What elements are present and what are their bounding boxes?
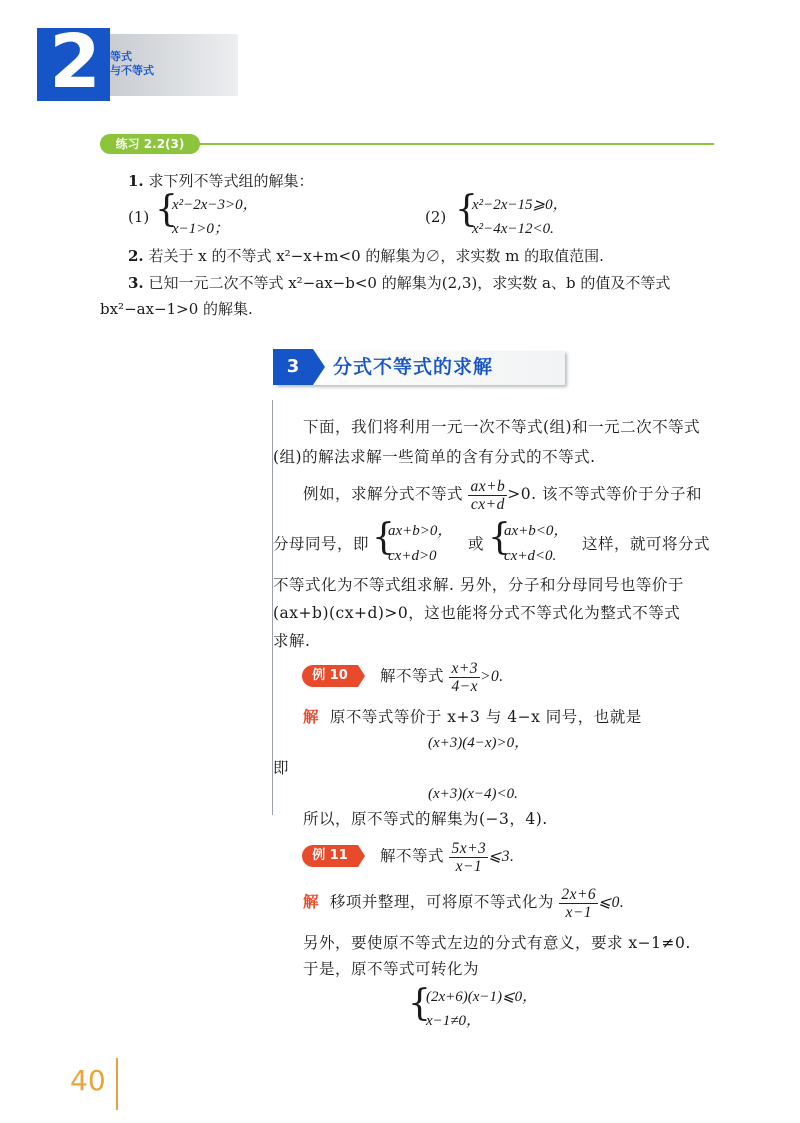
example-11-sys-line1: (2x+6)(x−1)⩽0， (426, 989, 538, 1005)
intro-p5: (ax+b)(cx+d)>0，这也能将分式不等式化为整式不等式 (273, 604, 681, 622)
page-number-rule (116, 1058, 118, 1110)
example-11-fraction: $\frac{5x+3}{x-1}$ (451, 839, 487, 875)
chapter-title: 等式 与不等式 (110, 50, 154, 77)
intro-fraction: $\frac{ax+b}{cx+d}$ (470, 477, 506, 513)
intro-p2: 例如，求解分式不等式 $\frac{ax+b}{cx+d}$ >0. 该不等式等价于分子和 (303, 477, 703, 513)
example-10-eq2: (x+3)(x−4)<0. (428, 786, 518, 802)
q1-part1-line1: x²−2x−3>0， (172, 197, 258, 213)
intro-sys2-line2: cx+d<0. (504, 548, 557, 564)
exercise-q1: 1. 求下列不等式组的解集： (128, 172, 314, 190)
q1-part1-brace: { (155, 189, 178, 230)
example-11-step1-fraction: $\frac{2x+6}{x-1}$ (561, 885, 597, 921)
exercise-q3: 3. 已知一元二次不等式 x²−ax−b<0 的解集为(2,3)，求实数 a、b 的值及不等式 (128, 274, 671, 292)
example-11-step1: 解 移项并整理，可将原不等式化为 $\frac{2x+6}{x-1}$ ⩽0. (303, 885, 625, 921)
example-10-tag-tail (358, 665, 365, 687)
intro-sys2-line1: ax+b<0， (504, 523, 569, 539)
example-11-sys-line2: x−1≠0， (426, 1013, 482, 1029)
page-number: 40 (70, 1064, 106, 1097)
intro-sys1-line1: ax+b>0， (388, 523, 453, 539)
intro-sys1-brace: { (372, 517, 395, 558)
intro-sys1-line2: cx+d>0 (388, 548, 437, 564)
example-10-tag: 例 10 (302, 665, 358, 687)
section-arrow-icon (313, 349, 325, 385)
exercise-rule (200, 143, 714, 145)
example-11-prompt: 解不等式 $\frac{5x+3}{x-1}$ ⩽3. (380, 839, 515, 875)
exercise-q2: 2. 若关于 x 的不等式 x²−x+m<0 的解集为∅，求实数 m 的取值范围. (128, 247, 604, 265)
example-11-step3: 于是，原不等式可转化为 (303, 960, 480, 978)
intro-sys2-brace: { (488, 517, 511, 558)
q1-part2-line2: x²−4x−12<0. (472, 221, 554, 237)
example-10-prompt: 解不等式 $\frac{x+3}{4-x}$ >0. (380, 659, 504, 695)
example-10-fraction: $\frac{x+3}{4-x}$ (451, 659, 479, 695)
intro-p4: 不等式化为不等式组求解. 另外，分子和分母同号也等价于 (273, 576, 684, 594)
exercise-label: 练习 2.2(3) (100, 134, 200, 154)
example-11-tag-tail (358, 845, 365, 867)
example-11-step2: 另外，要使原不等式左边的分式有意义，要求 x−1≠0. (303, 934, 691, 952)
example-11-sys-brace: { (408, 983, 431, 1024)
example-10-ji: 即 (273, 759, 290, 777)
intro-p1-line1: 下面，我们将利用一元一次不等式(组)和一元二次不等式 (303, 418, 701, 436)
q1-part1-line2: x−1>0； (172, 221, 229, 237)
exercise-q3-cont: bx²−ax−1>0 的解集. (100, 300, 253, 318)
q1-part1-label: (1) (128, 208, 150, 226)
intro-p3-pre: 分母同号，即 (273, 535, 370, 553)
q1-part2-brace: { (455, 189, 478, 230)
intro-p1-line2: (组)的解法求解一些简单的含有分式的不等式. (273, 448, 596, 466)
intro-p3-post: 这样，就可将分式 (582, 535, 711, 553)
q1-part2-label: (2) (425, 208, 447, 226)
intro-p6: 求解. (273, 632, 311, 650)
intro-or: 或 (468, 535, 485, 553)
example-11-tag: 例 11 (302, 845, 358, 867)
q1-part2-line1: x²−2x−15⩾0， (472, 197, 568, 213)
chapter-number: 2 (49, 19, 101, 105)
example-10-conclusion: 所以，原不等式的解集为(−3，4). (303, 810, 548, 828)
example-10-step1: 解 原不等式等价于 x+3 与 4−x 同号，也就是 (303, 707, 642, 726)
example-10-eq1: (x+3)(4−x)>0， (428, 735, 530, 751)
section-title: 分式不等式的求解 (333, 356, 494, 378)
section-number: 3 (273, 349, 313, 385)
